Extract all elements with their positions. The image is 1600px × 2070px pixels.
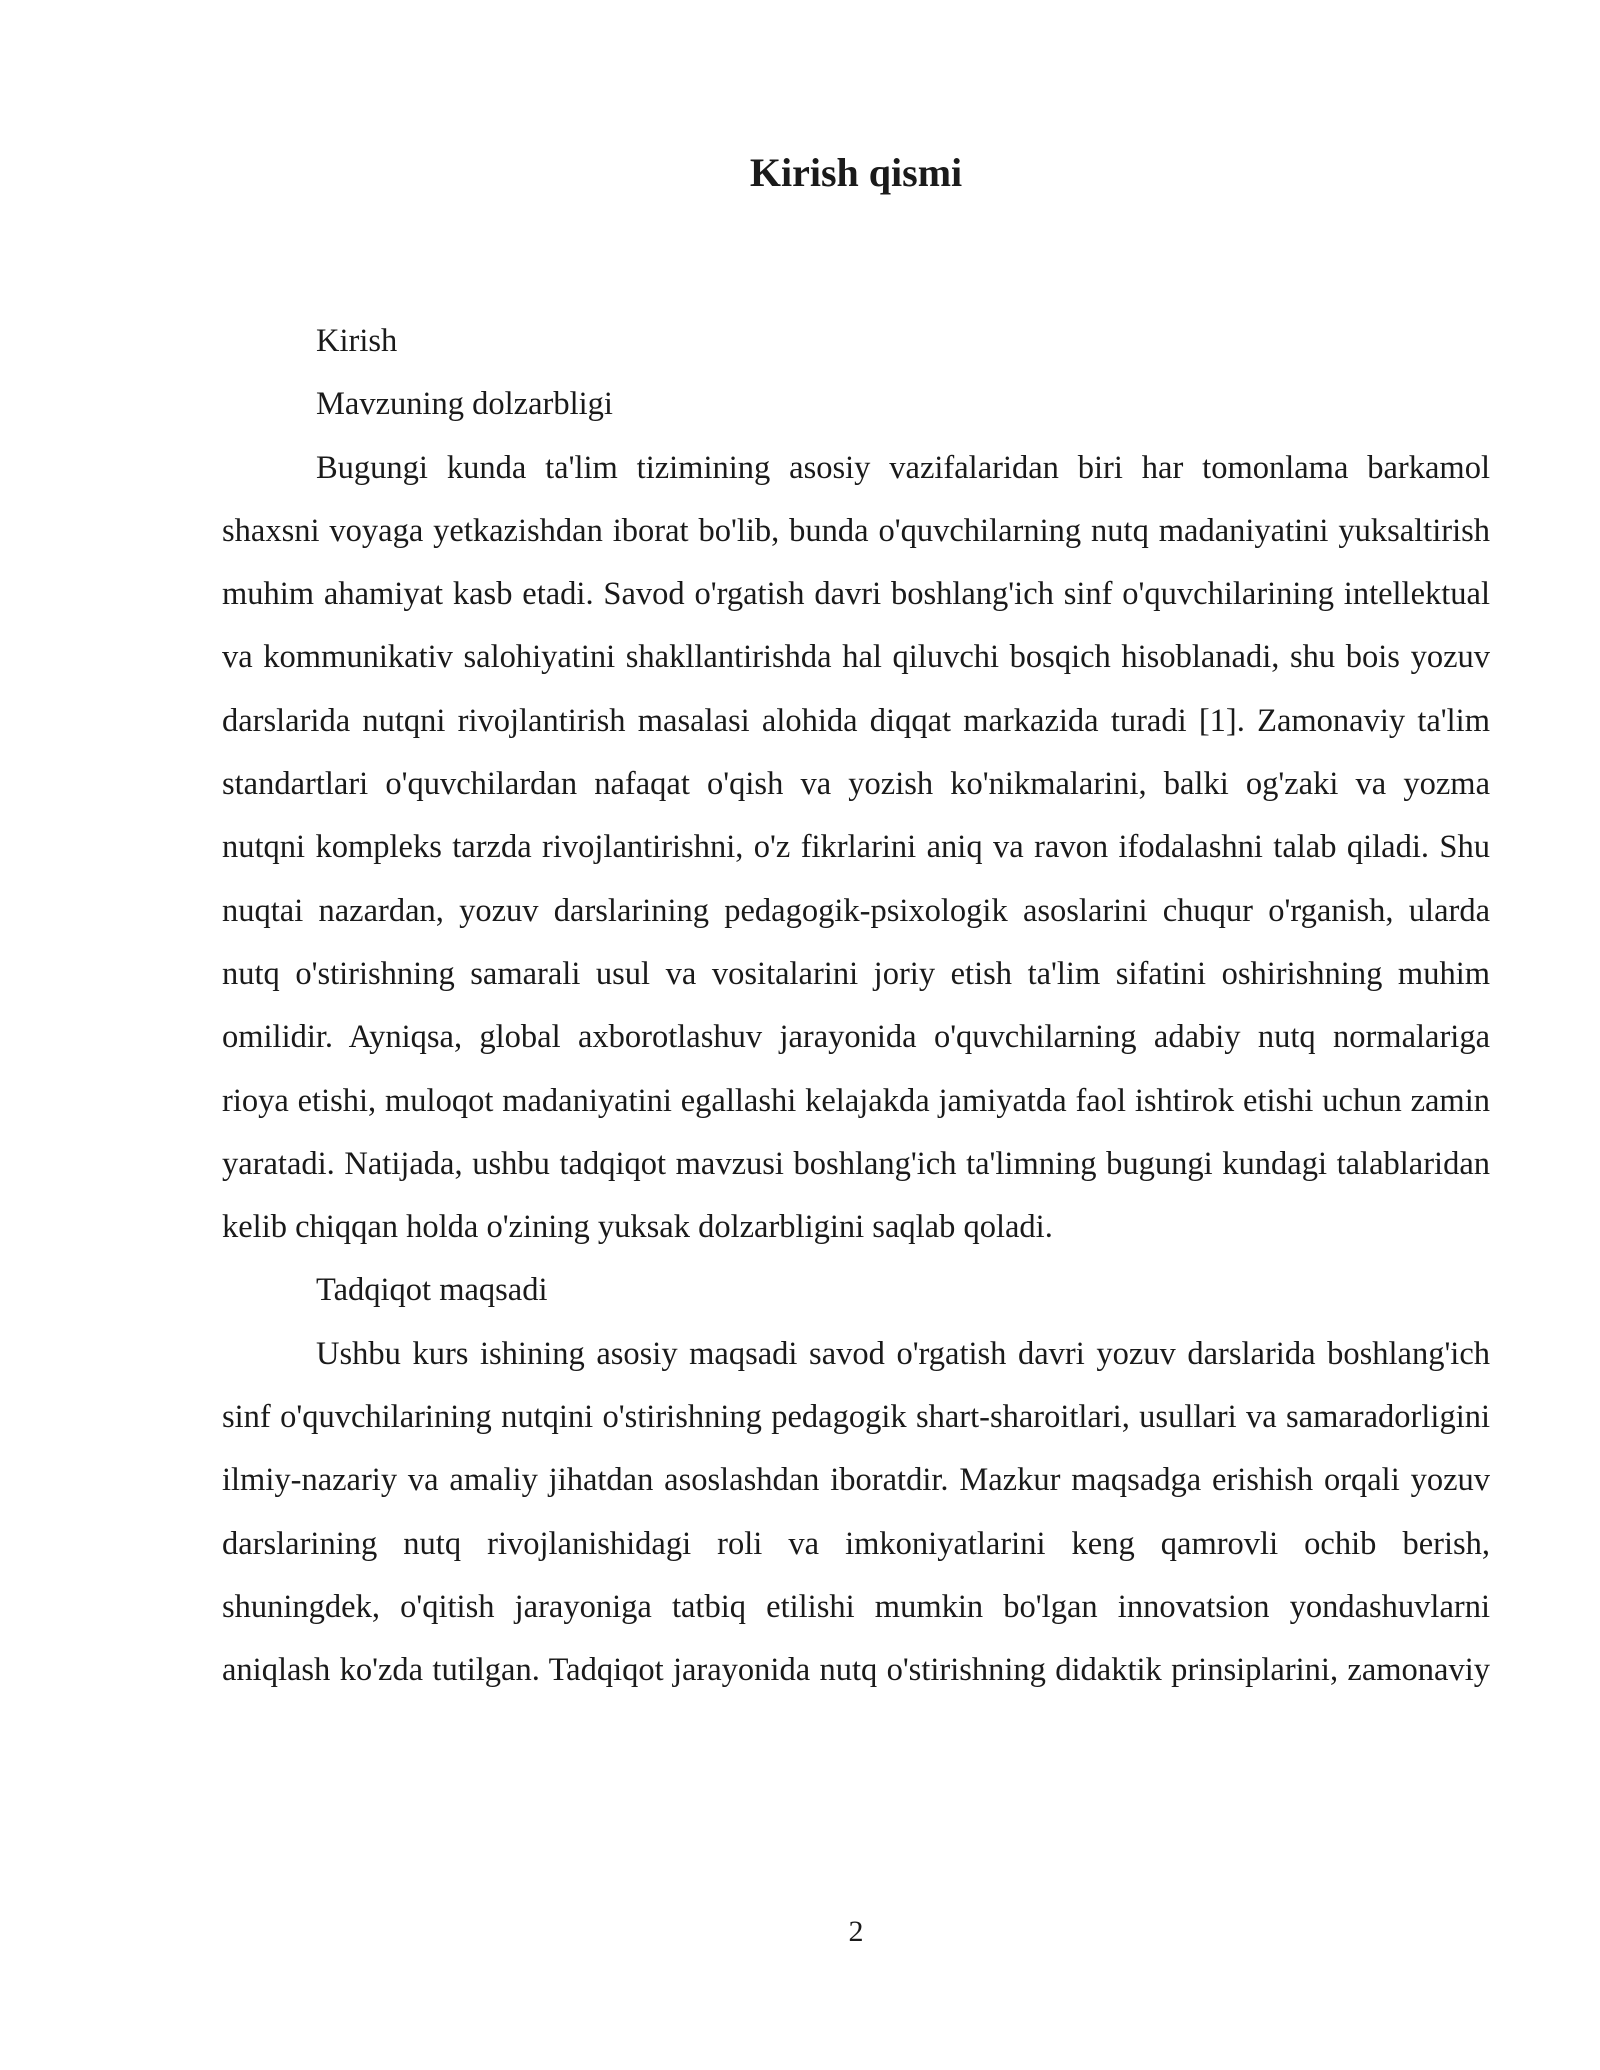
document-body: [222, 310, 1490, 1703]
section-heading-maqsad: Tadqiqot maqsadi: [316, 1272, 548, 1309]
section-heading-kirish: Kirish: [316, 323, 398, 359]
page-number: 2: [848, 1915, 864, 1948]
page-title: Kirish qismi: [749, 150, 963, 195]
section-heading-dolzarblik: Mavzuning dolzarbligi: [316, 386, 613, 423]
paragraph-maqsad: Ushbu kurs ishining asosiy maqsadi savod o'rgatish davri yozuv darslarida boshlang'ich sinf o'quvchilarining nutqini o'stirishning pedagogik shart-sharoitlari, usullari va samaradorligini ilmiy-nazariy va amaliy jihatdan asoslashdan iboratdir. Mazkur maqsadga erishish orqali yozuv darslarining nutq rivojlanishidagi roli va imkoniyatlarini keng qamrovli ochib berish, shuningdek, o'qitish jarayoniga tatbiq etilishi mumkin bo'lgan innovatsion yondashuvlarni aniqlash ko'zda tutilgan. Tadqiqot jarayonida nutq o'stirishning didaktik prinsiplarini, zamonaviy: [222, 1335, 1490, 1689]
paragraph-dolzarblik: Bugungi kunda ta'lim tizimining asosiy vazifalaridan biri har tomonlama barkamol shaxsni voyaga yetkazishdan iborat bo'lib, bunda o'quvchilarning nutq madaniyatini yuksaltirish muhim ahamiyat kasb etadi. Savod o'rgatish davri boshlang'ich sinf o'quvchilarining intellektual va kommunikativ salohiyatini shakllantirishda hal qiluvchi bosqich hisoblanadi, shu bois yozuv darslarida nutqni rivojlantirish masalasi alohida diqqat markazida turadi [1]. Zamonaviy ta'lim standartlari o'quvchilardan nafaqat o'qish va yozish ko'nikmalarini, balki og'zaki va yozma nutqni kompleks tarzda rivojlantirishni, o'z fikrlarini aniq va ravon ifodalashni talab qiladi. Shu nuqtai nazardan, yozuv darslarining pedagogik-psixologik asoslarini chuqur o'rganish, ularda nutq o'stirishning samarali usul va vositalarini joriy etish ta'lim sifatini oshirishning muhim omilidir. Ayniqsa, global axborotlashuv jarayonida o'quvchilarning adabiy nutq normalariga rioya etishi, muloqot madaniyatini egallashi kelajakda jamiyatda faol ishtirok etishi uchun zamin yaratadi. Natijada, ushbu tadqiqot mavzusi boshlang'ich ta'limning bugungi kundagi talablaridan kelib chiqqan holda o'zining yuksak dolzarbligini saqlab qoladi.: [222, 449, 1490, 1246]
